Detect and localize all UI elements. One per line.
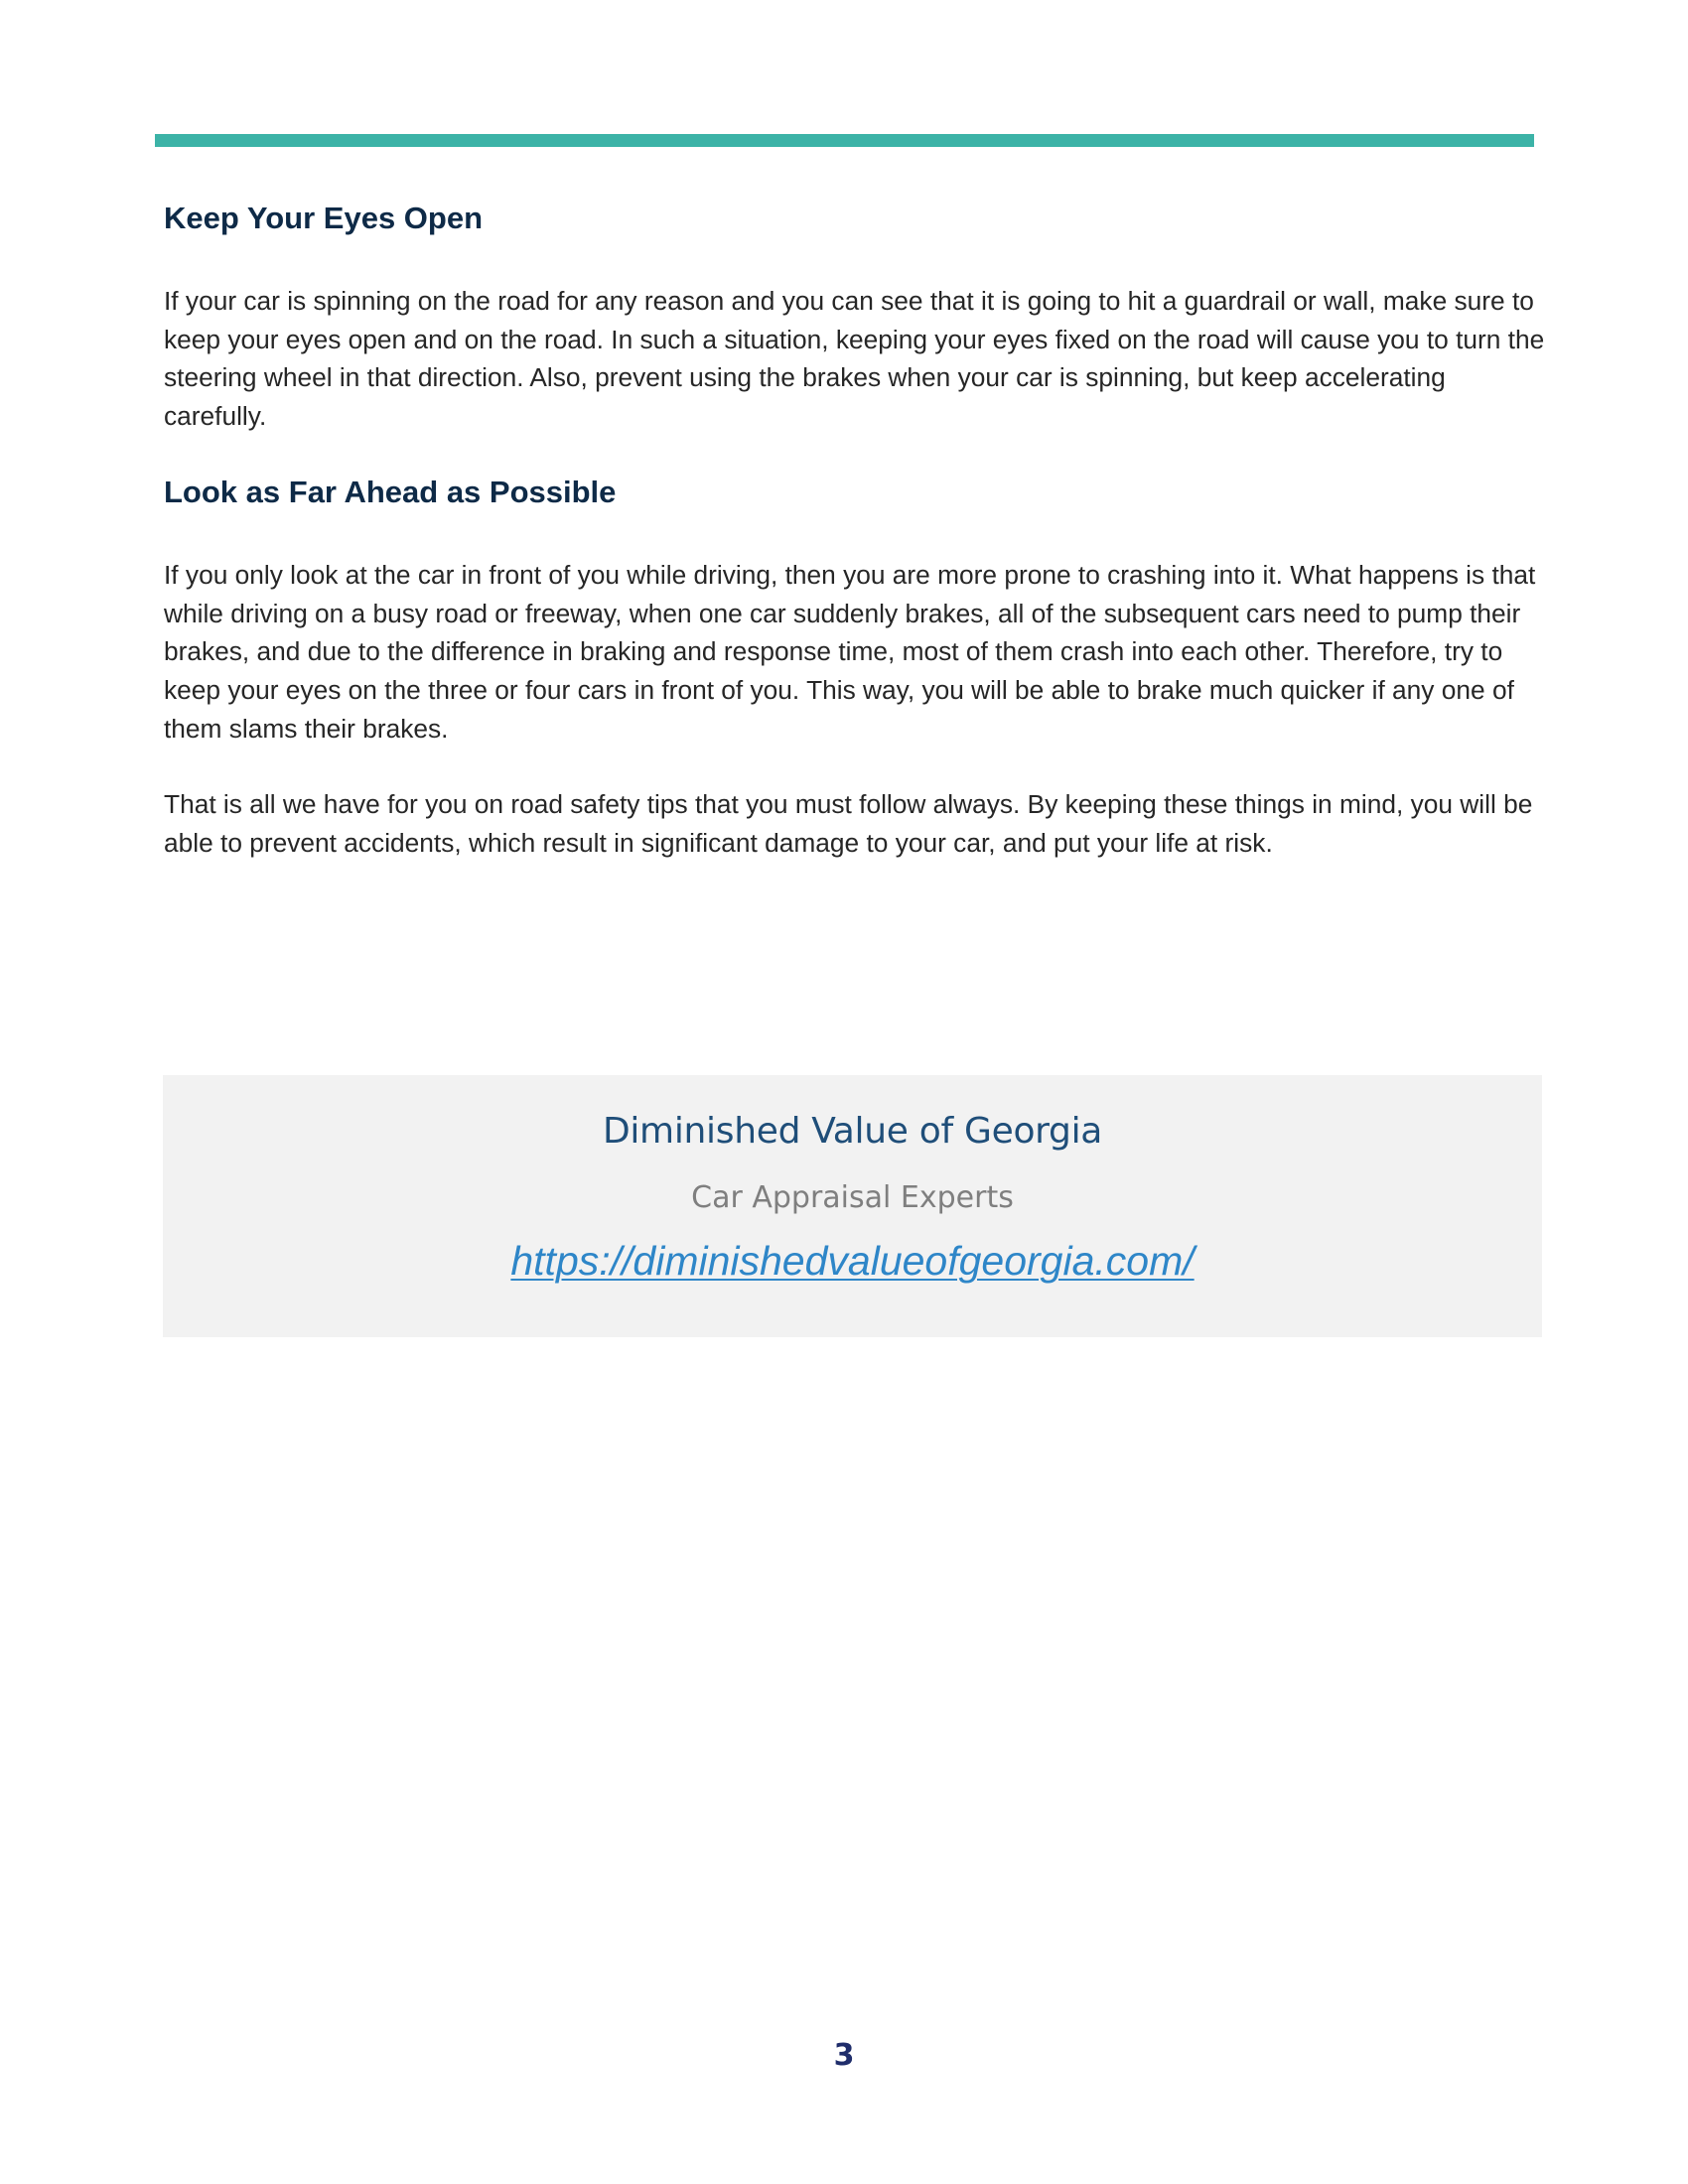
section-heading-keep-eyes-open: Keep Your Eyes Open (164, 201, 484, 235)
section-heading-look-far-ahead: Look as Far Ahead as Possible (164, 475, 617, 509)
company-footer-box (163, 1075, 1542, 1337)
section-paragraph-look-far-ahead: If you only look at the car in front of you while driving, then you are more prone to crashing into it. What happens is that while driving on a busy road or freeway, when one car suddenly brakes, all of the subsequent cars need to pump their brakes, and due to the difference in braking and response time, most of them crash into each other. Therefore, try to keep your eyes on the three or four cars in front of you. This way, you will be able to brake much quicker if any one of them slams their brakes. (164, 560, 1536, 744)
page-number: 3 (833, 2038, 855, 2073)
company-name: Diminished Value of Georgia (602, 1111, 1103, 1152)
closing-paragraph: That is all we have for you on road safety tips that you must follow always. By keeping these things in mind, you will be able to prevent accidents, which result in significant damage to your car, and put your life at risk. (164, 789, 1533, 858)
section-paragraph-keep-eyes-open: If your car is spinning on the road for any reason and you can see that it is going to hit a guardrail or wall, make sure to keep your eyes open and on the road. In such a situation, keeping your eyes fixed on the road will cause you to turn the steering wheel in that direction. Also, prevent using the brakes when your car is spinning, but keep accelerating carefully. (164, 286, 1545, 432)
website-link[interactable]: https://diminishedvalueofgeorgia.com/ (510, 1238, 1195, 1284)
company-tagline: Car Appraisal Experts (691, 1180, 1014, 1215)
top-accent-rule (155, 134, 1534, 147)
